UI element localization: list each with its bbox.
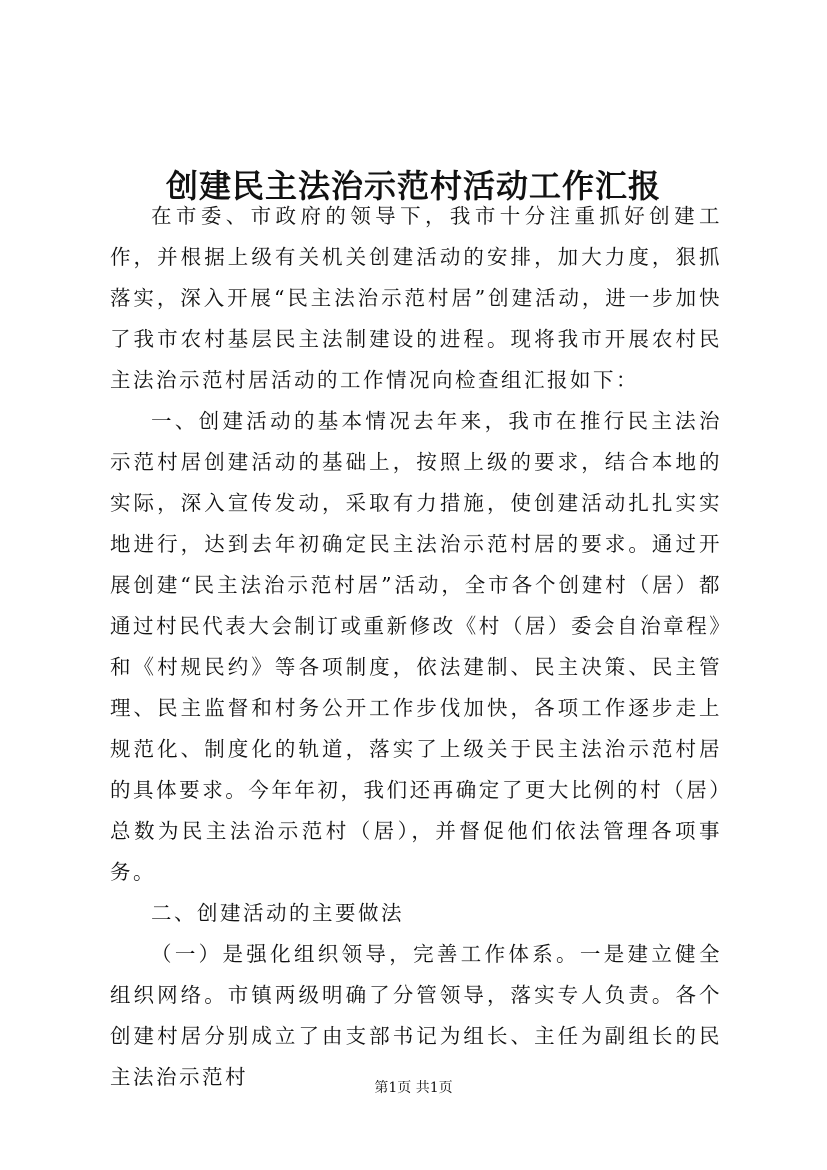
document-title: 创建民主法治示范村活动工作汇报 [165,167,661,206]
page-footer: 第1页 共1页 [374,1080,453,1096]
paragraph-section-2-heading: 二、创建活动的主要做法 [151,901,404,925]
paragraph-section-1: 一、创建活动的基本情况去年来，我市在推行民主法治示范村居创建活动的基础上，按照上级的要求，结合本地的实际，深入宣传发动，采取有力措施，使创建活动扎扎实实地进行，达到去年初确定民主法治示范村居的要求。通过开展创建“民主法治示范村居”活动，全市各个创建村（居）都通过村民代表大会制订或重新修改《村（居）委会自治章程》和《村规民约》等各项制度，依法建制、民主决策、民主管理、民主监督和村务公开工作步伐加快，各项工作逐步走上规范化、制度化的轨道，落实了上级关于民主法治示范村居的具体要求。今年年初，我们还再确定了更大比例的村（居）总数为民主法治示范村（居），并督促他们依法管理各项事务。 [110,409,722,884]
document-body [110,196,722,1098]
paragraph-section-2-item-1: （一）是强化组织领导，完善工作体系。一是建立健全组织网络。市镇两级明确了分管领导，落实专人负责。各个创建村居分别成立了由支部书记为组长、主任为副组长的民主法治示范村 [110,942,722,1089]
paragraph-intro: 在市委、市政府的领导下，我市十分注重抓好创建工作，并根据上级有关机关创建活动的安排，加大力度，狠抓落实，深入开展“民主法治示范村居”创建活动，进一步加快了我市农村基层民主法制建设的进程。现将我市开展农村民主法治示范村居活动的工作情况向检查组汇报如下： [110,204,722,392]
